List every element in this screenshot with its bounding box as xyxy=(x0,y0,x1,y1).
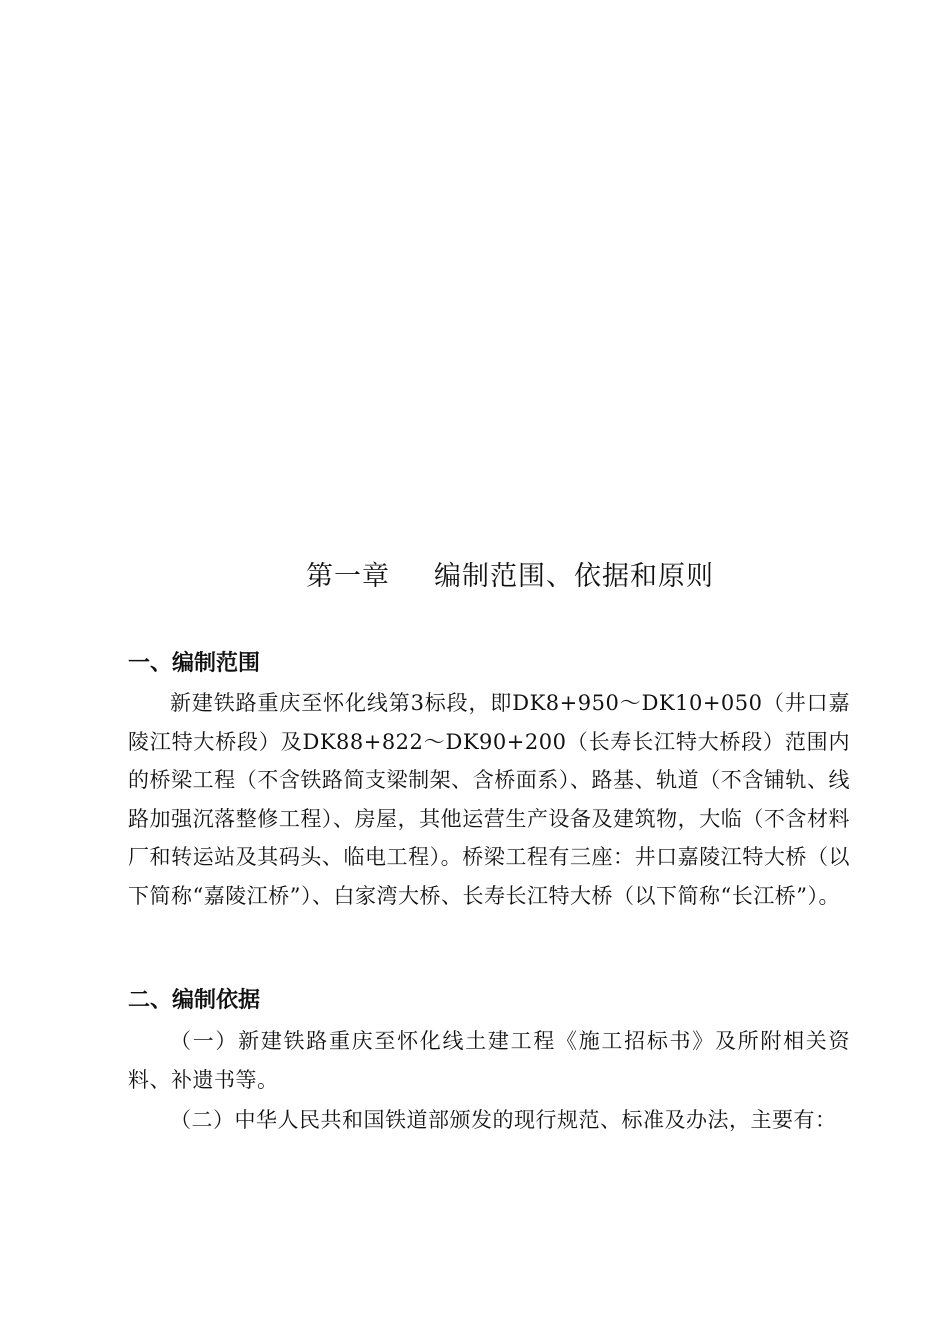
chapter-title xyxy=(0,557,950,597)
basis-item-2: （二）中华人民共和国铁道部颁发的现行规范、标准及办法，主要有： xyxy=(170,1108,837,1132)
basis-item-1: （一）新建铁路重庆至怀化线土建工程《施工招标书》及所附相关资料、补遗书等。 xyxy=(128,1029,850,1092)
chapter-number: 第一章 xyxy=(306,561,390,592)
scope-paragraph: 新建铁路重庆至怀化线第3标段，即DK8+950～DK10+050（井口嘉陵江特大桥段）及DK88+822～DK90+200（长寿长江特大桥段）范围内的桥梁工程（不含铁路简支梁制架、含桥面系）、路基、轨道（不含铺轨、线路加强沉落整修工程）、房屋，其他运营生产设备及建筑物，大临（不含材料厂和转运站及其码头、临电工程）。桥梁工程有三座：井口嘉陵江特大桥（以下简称“嘉陵江桥”）、白家湾大桥、长寿长江特大桥（以下简称“长江桥”）。 xyxy=(128,691,850,908)
section-heading-basis: 二、编制依据 xyxy=(128,988,261,1013)
section-heading-scope: 一、编制范围 xyxy=(128,651,261,676)
chapter-title-text: 编制范围、依据和原则 xyxy=(434,561,714,592)
